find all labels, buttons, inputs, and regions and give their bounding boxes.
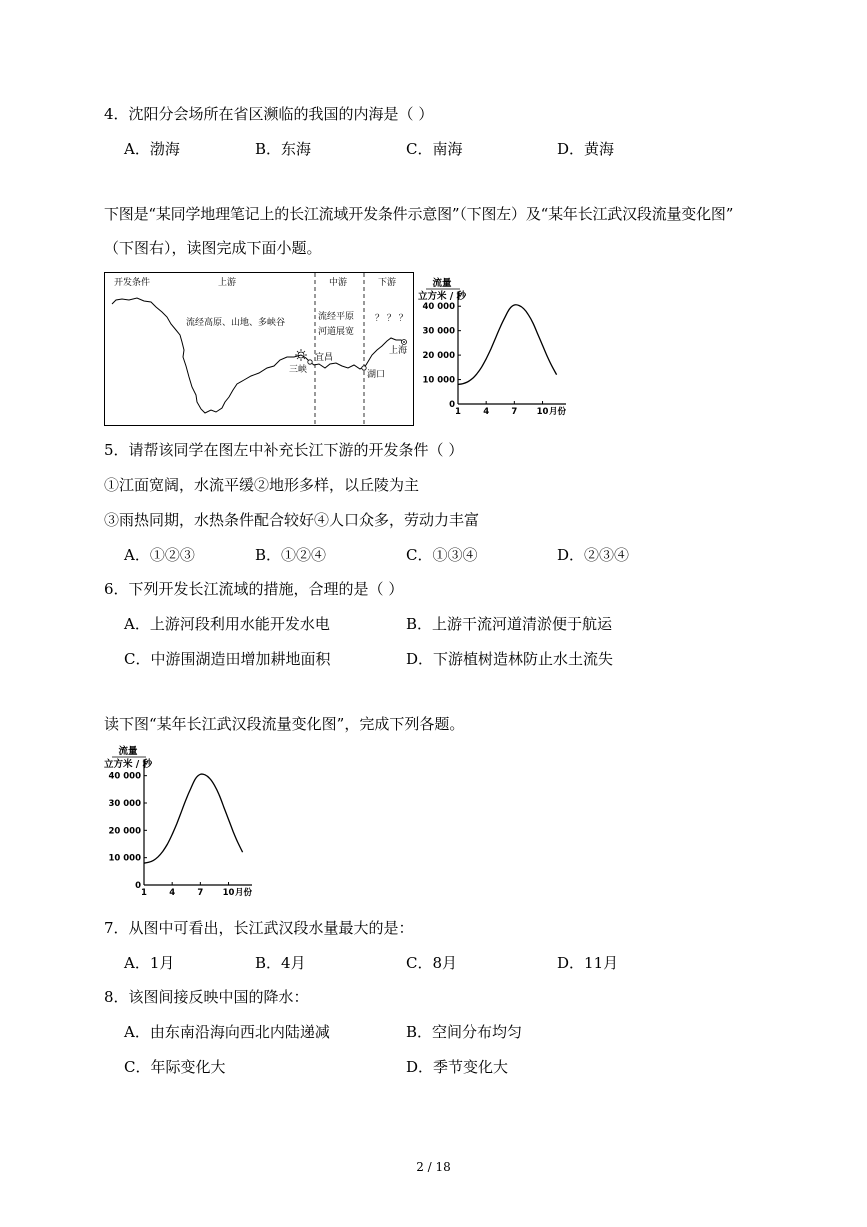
map-place-yichang: 宜昌: [315, 353, 334, 363]
intro1-line1: 下图是“某同学地理笔记上的长江流域开发条件示意图”（下图左）及“某年长江武汉段流量变化图”: [104, 205, 734, 223]
q5-condition-2: ③雨热同期，水热条件配合较好④人口众多，劳动力丰富: [104, 511, 480, 529]
q4-stem: 4．沈阳分会场所在省区濒临的我国的内海是（ ）: [104, 105, 434, 123]
map-place-sanxia: 三峡: [289, 365, 308, 375]
y-tick-label: 0: [135, 881, 141, 891]
flow-chart-top: [416, 276, 586, 421]
hukou-marker: [362, 366, 366, 370]
map-header-middle: 中游: [329, 278, 348, 288]
y-tick-label: 30 000: [422, 326, 455, 337]
yangtze-map: [104, 272, 414, 426]
x-tick-label: 4: [483, 407, 490, 417]
flow-series-line: [458, 305, 557, 385]
y-tick-label: 40 000: [108, 771, 141, 782]
y-tick-label: 10 000: [422, 375, 455, 386]
q6-option-b[interactable]: B．上游干流河道清淤便于航运: [406, 615, 613, 633]
x-tick-label: 4: [169, 888, 176, 898]
q5-condition-1: ①江面宽阔，水流平缓②地形多样，以丘陵为主: [104, 476, 420, 494]
y-tick-label: 20 000: [422, 351, 455, 362]
y-axis-unit: 立方米 / 秒: [418, 291, 467, 302]
x-tick-label: 7: [197, 888, 204, 898]
x-tick-label: 10: [222, 888, 235, 898]
q7-stem: 7．从图中可看出，长江武汉段水量最大的是：: [104, 919, 414, 937]
q6-option-d[interactable]: D．下游植树造林防止水土流失: [406, 650, 614, 668]
map-header-condition: 开发条件: [114, 278, 151, 288]
y-tick-label: 40 000: [422, 302, 455, 313]
y-tick-label: 0: [449, 400, 455, 410]
y-tick-label: 30 000: [108, 799, 141, 809]
y-axis-unit: 立方米 / 秒: [104, 759, 153, 770]
map-header-upper: 上游: [218, 278, 237, 288]
map-upper-text: 流经高原、山地、多峡谷: [186, 318, 286, 328]
q4-option-d[interactable]: D．黄海: [557, 140, 615, 158]
q5-option-c[interactable]: C．①③④: [406, 546, 478, 564]
q8-option-d[interactable]: D．季节变化大: [406, 1058, 509, 1076]
q5-stem: 5．请帮该同学在图左中补充长江下游的开发条件（ ）: [104, 441, 464, 459]
q6-option-a[interactable]: A．上游河段利用水能开发水电: [124, 615, 330, 633]
map-middle-text-1: 流经平原: [318, 312, 355, 322]
x-tick-label: 7: [511, 407, 518, 417]
map-place-hukou: 湖口: [367, 370, 386, 380]
q8-option-c[interactable]: C．年际变化大: [124, 1058, 226, 1076]
intro1-line2: （下图右），读图完成下面小题。: [104, 239, 322, 257]
q7-option-c[interactable]: C．8月: [406, 954, 458, 972]
map-lower-text: ？ ？ ？: [375, 314, 408, 324]
map-place-shanghai: 上海: [389, 346, 408, 356]
q6-stem: 6．下列开发长江流域的措施，合理的是（ ）: [104, 580, 404, 598]
flow-series-line: [144, 774, 243, 863]
map-middle-text-2: 河道展宽: [318, 327, 355, 337]
q7-option-a[interactable]: A．1月: [124, 954, 175, 972]
q7-option-d[interactable]: D．11月: [557, 954, 619, 972]
q4-option-b[interactable]: B．东海: [255, 140, 312, 158]
page-number: 2 / 18: [416, 1160, 451, 1174]
y-tick-label: 10 000: [108, 853, 141, 864]
flow-chart-bottom-svg: [102, 744, 272, 904]
q5-option-d[interactable]: D．②③④: [557, 546, 630, 564]
x-tick-label: 10: [536, 407, 549, 417]
q8-option-a[interactable]: A．由东南沿海向西北内陆递减: [124, 1023, 330, 1041]
yangtze-map-svg: [104, 272, 414, 426]
q7-option-b[interactable]: B．4月: [255, 954, 306, 972]
flow-chart-bottom: [102, 744, 272, 904]
q8-option-b[interactable]: B．空间分布均匀: [406, 1023, 523, 1041]
yichang-marker: [308, 360, 312, 364]
q8-stem: 8．该图间接反映中国的降水：: [104, 988, 309, 1006]
map-header-lower: 下游: [378, 278, 397, 288]
y-axis-title: 流量: [118, 746, 138, 757]
q5-option-b[interactable]: B．①②④: [255, 546, 327, 564]
flow-chart-top-svg: [416, 276, 586, 421]
x-tick-label: 1: [141, 888, 147, 898]
y-axis-title: 流量: [432, 278, 452, 289]
q4-option-c[interactable]: C．南海: [406, 140, 463, 158]
y-tick-label: 20 000: [108, 826, 141, 837]
x-tick-label: 1: [455, 407, 461, 417]
intro2-text: 读下图“某年长江武汉段流量变化图”，完成下列各题。: [104, 715, 465, 733]
q5-option-a[interactable]: A．①②③: [124, 546, 195, 564]
q6-option-c[interactable]: C．中游围湖造田增加耕地面积: [124, 650, 331, 668]
q4-option-a[interactable]: A．渤海: [124, 140, 180, 158]
x-axis-title: 月份: [549, 407, 567, 417]
x-axis-title: 月份: [235, 888, 253, 898]
